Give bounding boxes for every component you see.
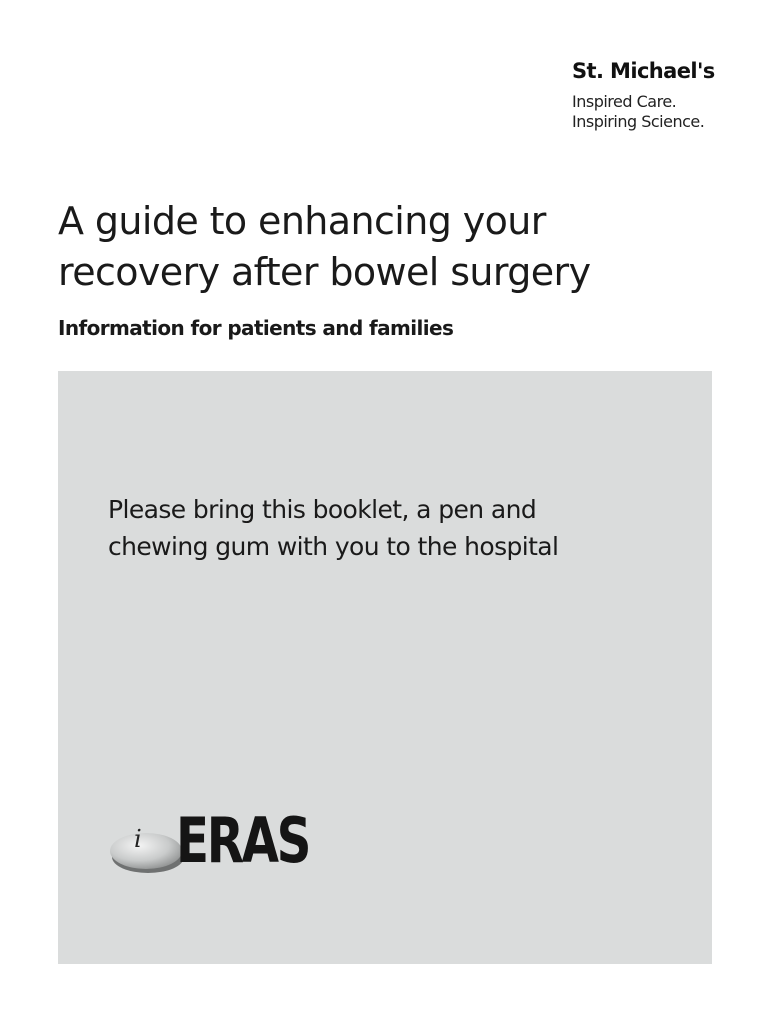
title-line-2: recovery after bowel surgery [58,250,591,294]
info-disc-icon [106,817,186,877]
logo-letter-i: i [134,825,142,853]
document-subtitle: Information for patients and families [58,316,454,340]
eras-wordmark: ERAS [176,804,310,877]
hospital-name: St. Michael's [572,59,715,83]
info-panel [58,371,712,964]
tagline-line-1: Inspired Care. [572,92,677,111]
hospital-brand [572,58,762,132]
note-line-2: chewing gum with you to the hospital [108,532,559,561]
tagline-line-2: Inspiring Science. [572,112,705,131]
note-line-1: Please bring this booklet, a pen and [108,495,537,524]
bring-items-note [108,491,698,565]
title-line-1: A guide to enhancing your [58,199,546,243]
eras-logo [106,803,346,883]
document-title [58,196,738,298]
